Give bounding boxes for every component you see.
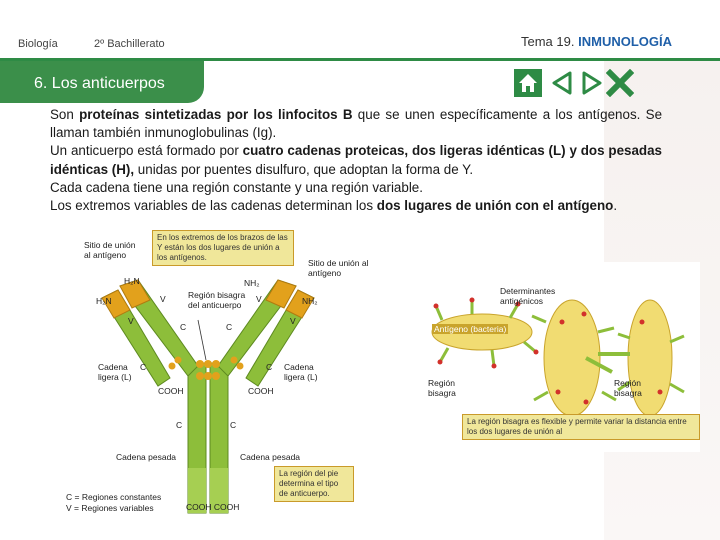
label-antigeno: Antígeno (bacteria): [434, 324, 507, 334]
label-cooh-left: COOH: [158, 386, 184, 396]
callout-foot: La región del pie determina el tipo de anticuerpo.: [274, 466, 354, 502]
label-v2: V: [128, 316, 134, 326]
triangle-left-icon[interactable]: [548, 69, 576, 97]
section-title: 6. Los anticuerpos: [34, 75, 165, 92]
p4-text-c: .: [613, 198, 618, 214]
p1-text-c: que se unen específicamente a los antígenos. Se llaman también inmunoglobulinas (Ig).: [50, 107, 663, 141]
label-v4: V: [290, 316, 296, 326]
p2-text-a: Un anticuerpo está formado por: [50, 143, 243, 159]
label-bisagra-right: Región bisagra: [614, 378, 642, 398]
label-c3: C: [140, 362, 147, 372]
label-nh2-top: NH₂: [244, 278, 260, 288]
legend-variable: V = Regiones variables: [66, 503, 154, 513]
label-v1: V: [160, 294, 166, 304]
label-ligera-left: Cadena ligera (L): [98, 362, 132, 382]
p4-text-a: Los extremos variables de las cadenas determinan los: [50, 198, 377, 214]
home-icon[interactable]: [514, 69, 542, 97]
p2-text-c: unidas por puentes disulfuro, que adoptan la forma de Y.: [134, 161, 474, 177]
paragraph-3: Cada cadena tiene una región constante y una región variable.: [50, 179, 423, 195]
label-c4: C: [266, 362, 273, 372]
callout-arm-tips: En los extremos de los brazos de las Y están los dos lugares de unión a los antígenos.: [152, 230, 294, 266]
theme-name: INMUNOLOGÍA: [578, 34, 672, 49]
label-cooh-right: COOH: [248, 386, 274, 396]
p2-bold: cuatro cadenas proteicas, dos ligeras idénticas (L) y dos pesadas idénticas (H),: [50, 143, 662, 177]
p1-bold: proteínas sintetizadas por los linfocitos B: [79, 107, 353, 122]
subject-label: Biología: [18, 38, 58, 50]
label-pesada-left: Cadena pesada: [116, 452, 177, 462]
paragraph-1: [50, 106, 662, 142]
level-label: 2º Bachillerato: [94, 38, 165, 50]
label-sitio-left: Sitio de unión al antígeno: [84, 240, 136, 260]
p1-text-a: Son: [50, 107, 80, 122]
paragraph-4: [50, 197, 662, 215]
label-bisagra-left: Región bisagra: [428, 378, 456, 398]
body-text: [50, 106, 662, 215]
label-c1: C: [180, 322, 187, 332]
x-close-icon[interactable]: [606, 69, 634, 97]
p4-bold: dos lugares de unión con el antígeno: [376, 198, 614, 214]
callout-bisagra: La región bisagra es flexible y permite variar la distancia entre los dos lugares de unión al: [462, 414, 700, 440]
label-c2: C: [226, 322, 233, 332]
label-c5: C: [176, 420, 183, 430]
label-c6: C: [230, 420, 237, 430]
section-tab: [0, 61, 204, 103]
label-h2n-top: H₂N: [124, 276, 140, 286]
label-nh2-right: NH₂: [302, 296, 318, 306]
label-h2n-left: H₂N: [96, 296, 112, 306]
label-cooh-pair: COOH COOH: [186, 502, 240, 512]
legend-constant: C = Regiones constantes: [66, 492, 162, 502]
label-ligera-right: Cadena ligera (L): [284, 362, 318, 382]
label-pesada-right: Cadena pesada: [240, 452, 301, 462]
label-bisagra: Región bisagra del anticuerpo: [188, 290, 246, 310]
theme-title: [521, 34, 672, 49]
triangle-right-icon[interactable]: [578, 69, 606, 97]
label-sitio-right: Sitio de unión al antígeno: [308, 258, 369, 278]
label-v3: V: [256, 294, 262, 304]
theme-prefix: Tema 19.: [521, 34, 575, 49]
label-determinantes: Determinantes antigénicos: [500, 286, 556, 306]
paragraph-2: [50, 142, 662, 178]
